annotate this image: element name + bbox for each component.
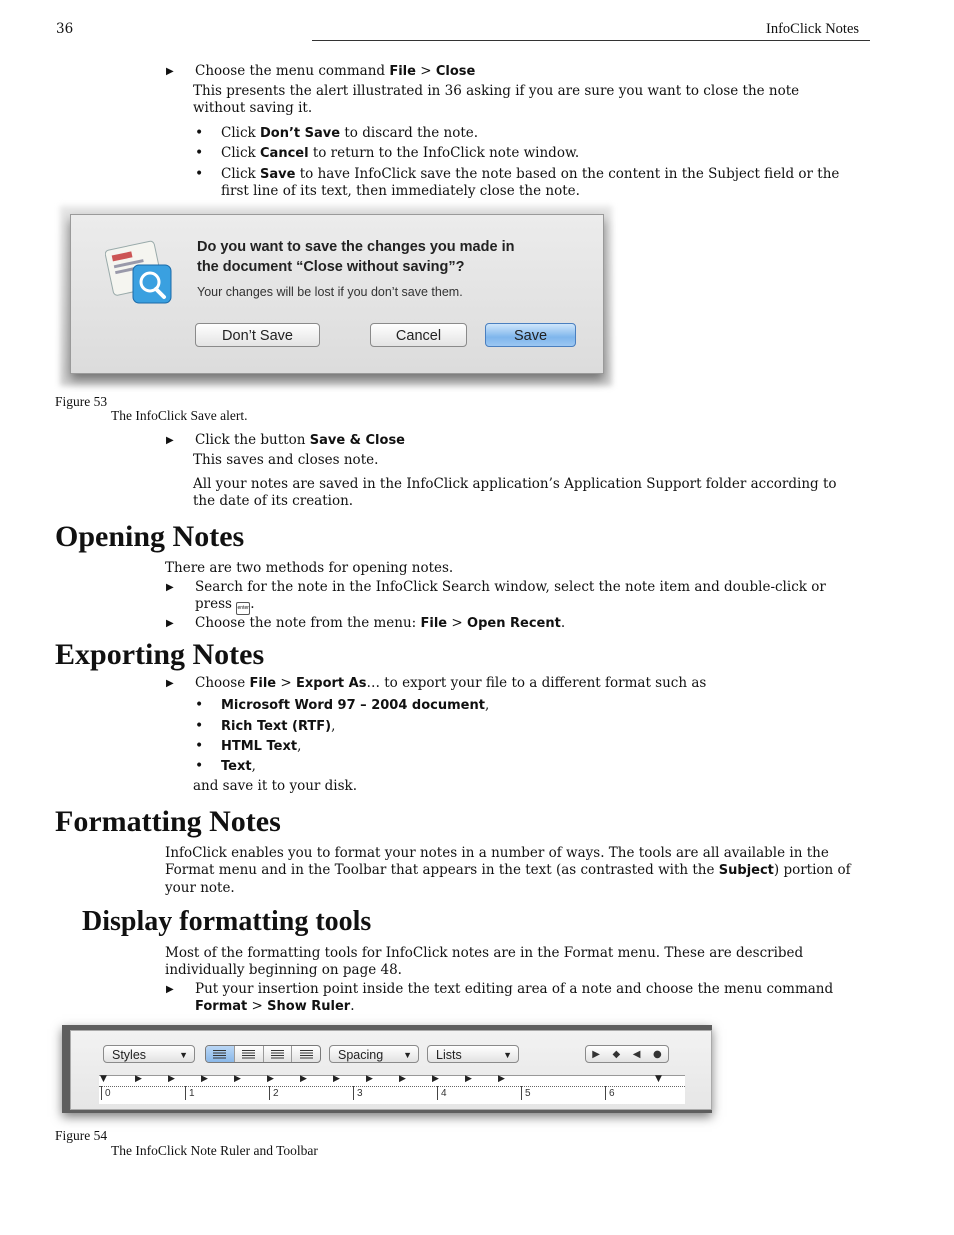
tab-stop-icon[interactable]: ▶ (267, 1074, 274, 1084)
show-ruler-line2: Format > Show Ruler. (195, 998, 355, 1014)
opening-step1-line1: Search for the note in the InfoClick Search window, select the note item and double-click or (195, 579, 826, 595)
first-indent-marker-icon[interactable]: ▼ (100, 1074, 107, 1084)
bullet-icon: • (195, 738, 204, 754)
ruler-tick (269, 1086, 270, 1100)
formatting-notes-heading: Formatting Notes (55, 805, 281, 838)
opening-step1-line2: press enter. (195, 596, 255, 615)
right-tab-icon[interactable]: ◀ (632, 1048, 641, 1060)
align-justify-icon[interactable] (264, 1046, 293, 1062)
tab-stop-icon[interactable]: ▶ (234, 1074, 241, 1084)
figure-54-caption: The InfoClick Note Ruler and Toolbar (111, 1143, 318, 1158)
ruler-number: 3 (357, 1088, 363, 1099)
save-location-line2: the date of its creation. (193, 493, 354, 509)
tab-stop-icon[interactable]: ▶ (168, 1074, 175, 1084)
ruler-number: 2 (273, 1088, 279, 1099)
save-button[interactable]: Save (485, 323, 576, 347)
export-closing: and save it to your disk. (193, 778, 357, 794)
running-header-title: InfoClick Notes (766, 21, 860, 37)
popup-arrow-icon: ▼ (503, 1050, 512, 1060)
header-rule (312, 40, 870, 41)
alert-message: Your changes will be lost if you don’t save them. (197, 285, 463, 299)
tab-stop-icon[interactable]: ▶ (399, 1074, 406, 1084)
tab-stop-icon[interactable]: ▶ (465, 1074, 472, 1084)
format-item-text: Text, (221, 758, 256, 774)
opening-intro: There are two methods for opening notes. (165, 560, 454, 576)
popup-arrow-icon: ▼ (179, 1050, 188, 1060)
tab-stop-controls (585, 1045, 669, 1063)
close-desc-1: This presents the alert illustrated in 36 asking if you are sure you want to close the note (193, 83, 800, 99)
bullet-icon: • (195, 697, 204, 713)
formatting-line3: your note. (165, 880, 235, 896)
display-tools-line1: Most of the formatting tools for InfoClick notes are in the Format menu. These are described (165, 945, 804, 961)
spacing-popup[interactable]: Spacing ▼ (329, 1045, 419, 1063)
export-step: Choose File > Export As… to export your file to a different format such as (195, 675, 707, 691)
lists-popup[interactable]: Lists ▼ (427, 1045, 519, 1063)
bullet-dont-save: Click Don’t Save to discard the note. (221, 125, 479, 141)
align-left-icon[interactable] (206, 1046, 235, 1062)
tab-stop-icon[interactable]: ▶ (201, 1074, 208, 1084)
tab-stop-icon[interactable]: ▶ (498, 1074, 505, 1084)
center-tab-icon[interactable]: ● (652, 1048, 662, 1060)
format-item-rtf: Rich Text (RTF), (221, 718, 336, 734)
step-arrow-icon: ▶ (166, 678, 174, 689)
ruler-tick (437, 1086, 438, 1100)
bullet-icon: • (195, 758, 204, 774)
decimal-tab-icon[interactable]: ◆ (612, 1048, 621, 1060)
right-margin-marker-icon[interactable]: ▼ (655, 1074, 662, 1084)
note-ruler-toolbar (70, 1030, 712, 1110)
align-right-icon[interactable] (292, 1046, 320, 1062)
step-arrow-icon: ▶ (166, 582, 174, 593)
figure-54-label: Figure 54 (55, 1128, 108, 1143)
popup-arrow-icon: ▼ (403, 1050, 412, 1060)
tab-stop-icon[interactable]: ▶ (135, 1074, 142, 1084)
step-arrow-icon: ▶ (166, 984, 174, 995)
ruler-tick (521, 1086, 522, 1100)
figure-53-label: Figure 53 (55, 394, 108, 409)
formatting-line1: InfoClick enables you to format your notes in a number of ways. The tools are all available in the (165, 845, 829, 861)
save-alert-dialog (70, 214, 604, 374)
format-item-html: HTML Text, (221, 738, 302, 754)
exporting-notes-heading: Exporting Notes (55, 638, 265, 671)
enter-key-icon: enter (236, 602, 250, 615)
save-location-line1: All your notes are saved in the InfoClick application’s Application Support folder according to (193, 476, 837, 492)
tab-stop-icon[interactable]: ▶ (432, 1074, 439, 1084)
close-step: Choose the menu command File > Close (195, 63, 476, 79)
cancel-button[interactable]: Cancel (370, 323, 467, 347)
page-number: 36 (56, 21, 74, 37)
bullet-icon: • (195, 718, 204, 734)
show-ruler-line1: Put your insertion point inside the text editing area of a note and choose the menu command (195, 981, 834, 997)
save-close-step: Click the button Save & Close (195, 432, 406, 448)
display-tools-heading: Display formatting tools (82, 906, 372, 937)
ruler-tick (353, 1086, 354, 1100)
bullet-save-line2: first line of its text, then immediately close the note. (221, 183, 580, 199)
dont-save-button[interactable]: Don’t Save (195, 323, 320, 347)
opening-step2: Choose the note from the menu: File > Open Recent. (195, 615, 566, 631)
step-arrow-icon: ▶ (166, 66, 174, 77)
tab-stop-icon[interactable]: ▶ (366, 1074, 373, 1084)
ruler-number: 0 (105, 1088, 111, 1099)
ruler-tick (185, 1086, 186, 1100)
tab-stop-icon[interactable]: ▶ (333, 1074, 340, 1084)
step-arrow-icon: ▶ (166, 618, 174, 629)
ruler-number: 1 (189, 1088, 195, 1099)
ruler-tick (101, 1086, 102, 1100)
save-close-desc: This saves and closes note. (193, 452, 379, 468)
infoclick-app-icon (105, 239, 175, 309)
display-tools-line2: individually beginning on page 48. (165, 962, 402, 978)
ruler-number: 6 (609, 1088, 615, 1099)
bullet-icon: • (195, 145, 204, 161)
ruler-number: 5 (525, 1088, 531, 1099)
ruler-tick (605, 1086, 606, 1100)
styles-popup[interactable]: Styles ▼ (103, 1045, 195, 1063)
step-arrow-icon: ▶ (166, 435, 174, 446)
left-tab-icon[interactable]: ▶ (592, 1048, 600, 1060)
align-center-icon[interactable] (235, 1046, 264, 1062)
bullet-cancel: Click Cancel to return to the InfoClick note window. (221, 145, 580, 161)
formatting-line2: Format menu and in the Toolbar that appears in the text (as contrasted with the Subject) portion of (165, 862, 851, 878)
close-desc-2: without saving it. (193, 100, 313, 116)
bullet-icon: • (195, 166, 204, 182)
opening-notes-heading: Opening Notes (55, 520, 245, 553)
bullet-icon: • (195, 125, 204, 141)
tab-stop-icon[interactable]: ▶ (300, 1074, 307, 1084)
alert-title: Do you want to save the changes you made in the document “Close without saving”? (197, 239, 515, 275)
figure-53-caption: The InfoClick Save alert. (111, 408, 248, 423)
alignment-segmented-control (205, 1045, 321, 1063)
ruler[interactable] (99, 1075, 685, 1104)
ruler-number: 4 (441, 1088, 447, 1099)
format-item-word: Microsoft Word 97 – 2004 document, (221, 697, 490, 713)
ruler-baseline (99, 1086, 685, 1087)
bullet-save: Click Save to have InfoClick save the note based on the content in the Subject field or the (221, 166, 840, 182)
